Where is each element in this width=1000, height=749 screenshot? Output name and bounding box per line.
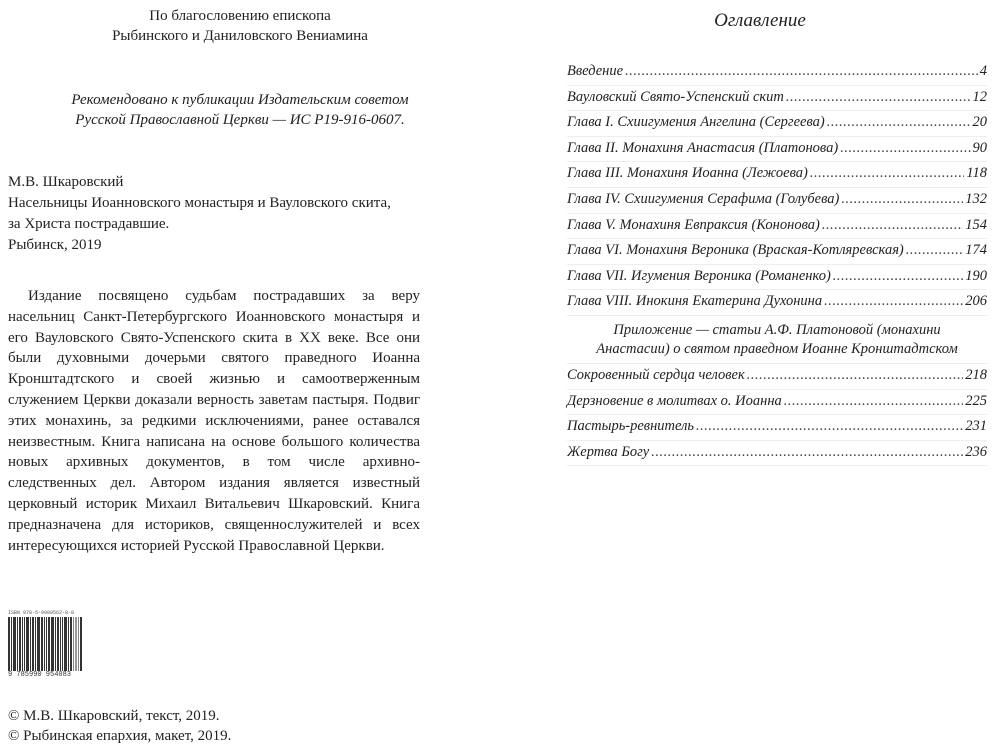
toc-entry-page: 20 (972, 114, 987, 131)
toc-entry-page: 231 (965, 418, 987, 435)
toc-entry[interactable] (567, 86, 987, 112)
book-title-line: за Христа пострадавшие. (8, 216, 170, 232)
book-title-line: Насельницы Иоанновского монастыря и Вауловского скита, (8, 195, 391, 211)
toc-entry-label: Глава I. Схиигумения Ангелина (Сергеева) (567, 114, 825, 131)
toc-entry[interactable] (567, 364, 987, 390)
dot-leader (651, 444, 963, 461)
toc-entry-label: Вауловский Свято-Успенский скит (567, 88, 784, 105)
dot-leader (696, 418, 963, 435)
toc-entry-label: Дерзновение в молитвах о. Иоанна (567, 392, 782, 409)
isbn-label: ISBN 978-5-9909562-8-8 (8, 610, 75, 616)
toc-entry-page: 236 (965, 443, 987, 460)
copyright-line: © Рыбинская епархия, макет, 2019. (8, 728, 232, 744)
dot-leader (625, 63, 978, 80)
copyright-line: © М.В. Шкаровский, текст, 2019. (8, 708, 220, 724)
dot-leader (784, 393, 963, 410)
toc-entry[interactable] (567, 441, 987, 467)
appendix-heading-line: Приложение — статьи А.Ф. Платоновой (монахини (613, 321, 941, 338)
left-page (0, 0, 480, 749)
recommendation-block (0, 90, 480, 130)
toc-entry-label: Пастырь-ревнитель (567, 418, 695, 435)
appendix-heading-line: Анастасии) о святом праведном Иоанне Кронштадтском (596, 340, 958, 357)
toc-entry[interactable] (567, 214, 987, 240)
toc-entry-page: 4 (979, 63, 987, 79)
dot-leader (827, 114, 971, 131)
toc-entry-label: Глава VII. Игумения Вероника (Романенко) (567, 267, 831, 284)
toc-entry-page: 12 (972, 88, 987, 105)
toc-entry-label: Глава II. Монахиня Анастасия (Платонова) (567, 139, 839, 156)
toc-entry[interactable] (567, 188, 987, 214)
toc-entry-page: 132 (965, 190, 987, 207)
toc-entry-page: 225 (965, 392, 987, 409)
abstract (8, 286, 420, 556)
place-year: Рыбинск, 2019 (8, 237, 102, 253)
right-page (520, 0, 1000, 749)
toc-entry-label: Жертва Богу (567, 443, 650, 460)
toc-entry-page: 174 (965, 242, 987, 259)
appendix-heading (567, 316, 987, 364)
toc-entry-label: Глава V. Монахиня Евпраксия (Кононова) (567, 216, 820, 233)
toc-entry[interactable] (567, 137, 987, 163)
toc-entry-label: Глава VIII. Инокиня Екатерина Духонина (567, 293, 823, 310)
toc-entry-label: Глава III. Монахиня Иоанна (Лежоева) (567, 165, 808, 182)
toc-entry[interactable] (567, 239, 987, 265)
dot-leader (747, 367, 964, 384)
dot-leader (822, 217, 963, 234)
toc-entry[interactable] (567, 162, 987, 188)
barcode-digits: 9 785990 954083 (8, 671, 72, 679)
toc-entry-page: 154 (965, 216, 987, 233)
author: М.В. Шкаровский (8, 174, 124, 190)
abstract-text: Издание посвящено судьбам пострадавших за веру насельниц Санкт-Петербургского Иоанновского монастыря и его Вауловского Свято-Успенского скита в XX веке. Все они были духовными дочерьми святого праведного Иоанна Кронштадтского и своей жизнью и самоотверженным служением Церкви доказали верность заветам пастыря. Подвиг этих монахинь, за редкими исключениями, ранее оставался неизвестным. Книга написана на основе большого количества новых архивных документов, в том числе архивно-следственных дел. Автором издания является известный церковный историк Михаил Витальевич Шкаровский. Книга предназначена для историков, священнослужителей и всех интересующихся историей Русской Православной Церкви. (8, 288, 420, 554)
dot-leader (841, 191, 963, 208)
toc-entry[interactable] (567, 415, 987, 441)
toc-entry-label: Глава IV. Схиигумения Серафима (Голубева) (567, 190, 840, 207)
toc-entry-page: 118 (966, 165, 987, 182)
toc-entry-page: 190 (965, 267, 987, 284)
blessing-line: По благословению епископа (149, 8, 331, 24)
dot-leader (833, 268, 963, 285)
dot-leader (906, 242, 963, 259)
dot-leader (786, 89, 971, 106)
toc-entry-label: Введение (567, 63, 624, 79)
toc-entry-label: Сокровенный сердца человек (567, 366, 745, 383)
toc-entry[interactable] (567, 111, 987, 137)
toc-entry-page: 206 (965, 293, 987, 310)
bibliographic-record (8, 172, 478, 256)
blessing-line: Рыбинского и Даниловского Вениамина (112, 28, 368, 44)
toc-entry-page: 218 (965, 366, 987, 383)
table-of-contents (567, 60, 987, 466)
toc-entry-page: 90 (972, 139, 987, 156)
dot-leader (840, 140, 970, 157)
isbn-barcode (8, 610, 88, 682)
toc-entry-label: Глава VI. Монахиня Вероника (Враская-Котляревская) (567, 242, 904, 259)
dot-leader (824, 293, 963, 310)
dot-leader (810, 165, 964, 182)
recommendation-line: Русской Православной Церкви — ИС Р19-916-0607. (75, 112, 405, 128)
copyright-block (8, 706, 231, 746)
toc-title: Оглавление (714, 10, 806, 31)
barcode-bars-icon (8, 617, 88, 671)
blessing-block (0, 6, 480, 46)
toc-entry[interactable] (567, 390, 987, 416)
recommendation-line: Рекомендовано к публикации Издательским советом (71, 92, 409, 108)
toc-entry[interactable] (567, 60, 987, 86)
toc-entry[interactable] (567, 265, 987, 291)
toc-entry[interactable] (567, 290, 987, 316)
